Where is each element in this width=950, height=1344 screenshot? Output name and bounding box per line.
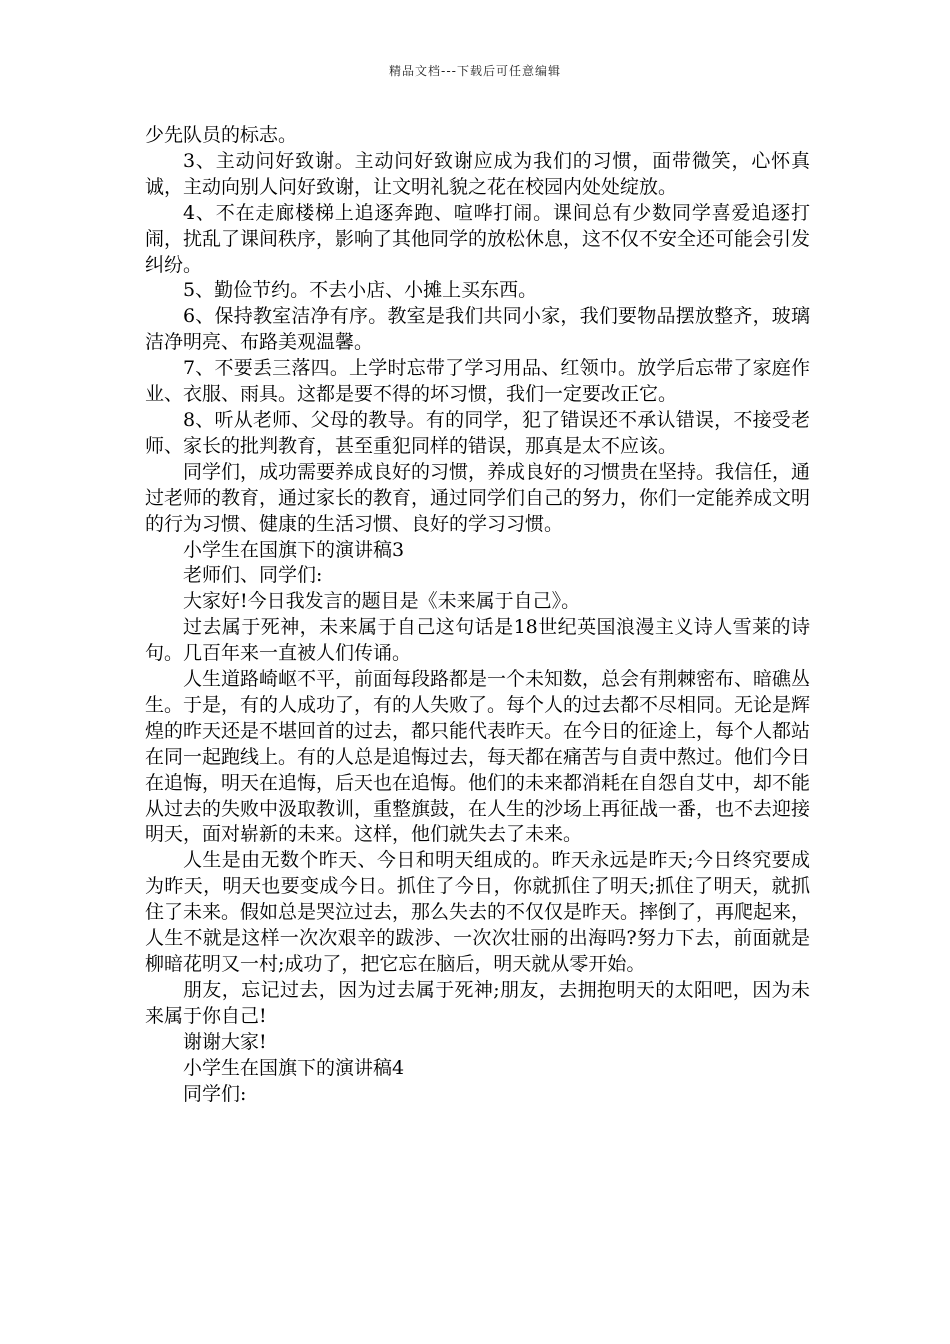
- document-body: [145, 123, 810, 1107]
- section-heading: 小学生在国旗下的演讲稿3: [183, 538, 405, 561]
- paragraph: 6、保持教室洁净有序。教室是我们共同小家，我们要物品摆放整齐，玻璃洁净明亮、布路美观温馨。: [145, 305, 810, 354]
- paragraph: 7、不要丢三落四。上学时忘带了学习用品、红领巾。放学后忘带了家庭作业、衣服、雨具。这都是要不得的坏习惯，我们一定要改正它。: [145, 357, 810, 406]
- section-heading: 小学生在国旗下的演讲稿4: [183, 1056, 405, 1079]
- paragraph: 5、勤俭节约。不去小店、小摊上买东西。: [183, 279, 538, 302]
- page-header: 精品文档---下载后可任意编辑: [389, 64, 561, 78]
- closing: 谢谢大家!: [183, 1030, 267, 1053]
- paragraph: 少先队员的标志。: [145, 124, 298, 146]
- paragraph: 大家好!今日我发言的题目是《未来属于自己》。: [183, 590, 581, 613]
- paragraph: 同学们，成功需要养成良好的习惯，养成良好的习惯贵在坚持。我信任，通过老师的教育，通过家长的教育，通过同学们自己的努力，你们一定能养成文明的行为习惯、健康的生活习惯、良好的学习习惯。: [145, 460, 811, 535]
- paragraph: 人生道路崎岖不平，前面每段路都是一个未知数，总会有荆棘密布、暗礁丛生。于是，有的人成功了，有的人失败了。每个人的过去都不尽相同。无论是辉煌的昨天还是不堪回首的过去，都只能代表昨天。在今日的征途上，每个人都站在同一起跑线上。有的人总是追悔过去，每天都在痛苦与自责中熬过。他们今日在追悔，明天在追悔，后天也在追悔。他们的未来都消耗在自怨自艾中，却不能从过去的失败中汲取教训，重整旗鼓，在人生的沙场上再征战一番，也不去迎接明天，面对崭新的未来。这样，他们就失去了未来。: [145, 668, 811, 846]
- salutation: 老师们、同学们:: [183, 564, 323, 587]
- salutation: 同学们:: [183, 1082, 247, 1105]
- paragraph: 朋友，忘记过去，因为过去属于死神;朋友，去拥抱明天的太阳吧，因为未来属于你自己!: [145, 978, 810, 1027]
- paragraph: 人生是由无数个昨天、今日和明天组成的。昨天永远是昨天;今日终究要成为昨天，明天也要变成今日。抓住了今日，你就抓住了明天;抓住了明天，就抓住了未来。假如总是哭泣过去，那么失去的不仅仅是昨天。摔倒了，再爬起来，人生不就是这样一次次艰辛的跋涉、一次次壮丽的出海吗?努力下去，前面就是柳暗花明又一村;成功了，把它忘在脑后，明天就从零开始。: [145, 849, 811, 975]
- paragraph: 3、主动问好致谢。主动问好致谢应成为我们的习惯，面带微笑，心怀真诚，主动向别人问好致谢，让文明礼貌之花在校园内处处绽放。: [145, 149, 810, 198]
- paragraph: 过去属于死神，未来属于自己这句话是18世纪英国浪漫主义诗人雪莱的诗句。几百年来一直被人们传诵。: [145, 616, 810, 665]
- paragraph: 4、不在走廊楼梯上追逐奔跑、喧哗打闹。课间总有少数同学喜爱追逐打闹，扰乱了课间秩序，影响了其他同学的放松休息，这不仅不安全还可能会引发纠纷。: [145, 201, 811, 276]
- paragraph: 8、听从老师、父母的教导。有的同学，犯了错误还不承认错误，不接受老师、家长的批判教育，甚至重犯同样的错误，那真是太不应该。: [145, 408, 810, 457]
